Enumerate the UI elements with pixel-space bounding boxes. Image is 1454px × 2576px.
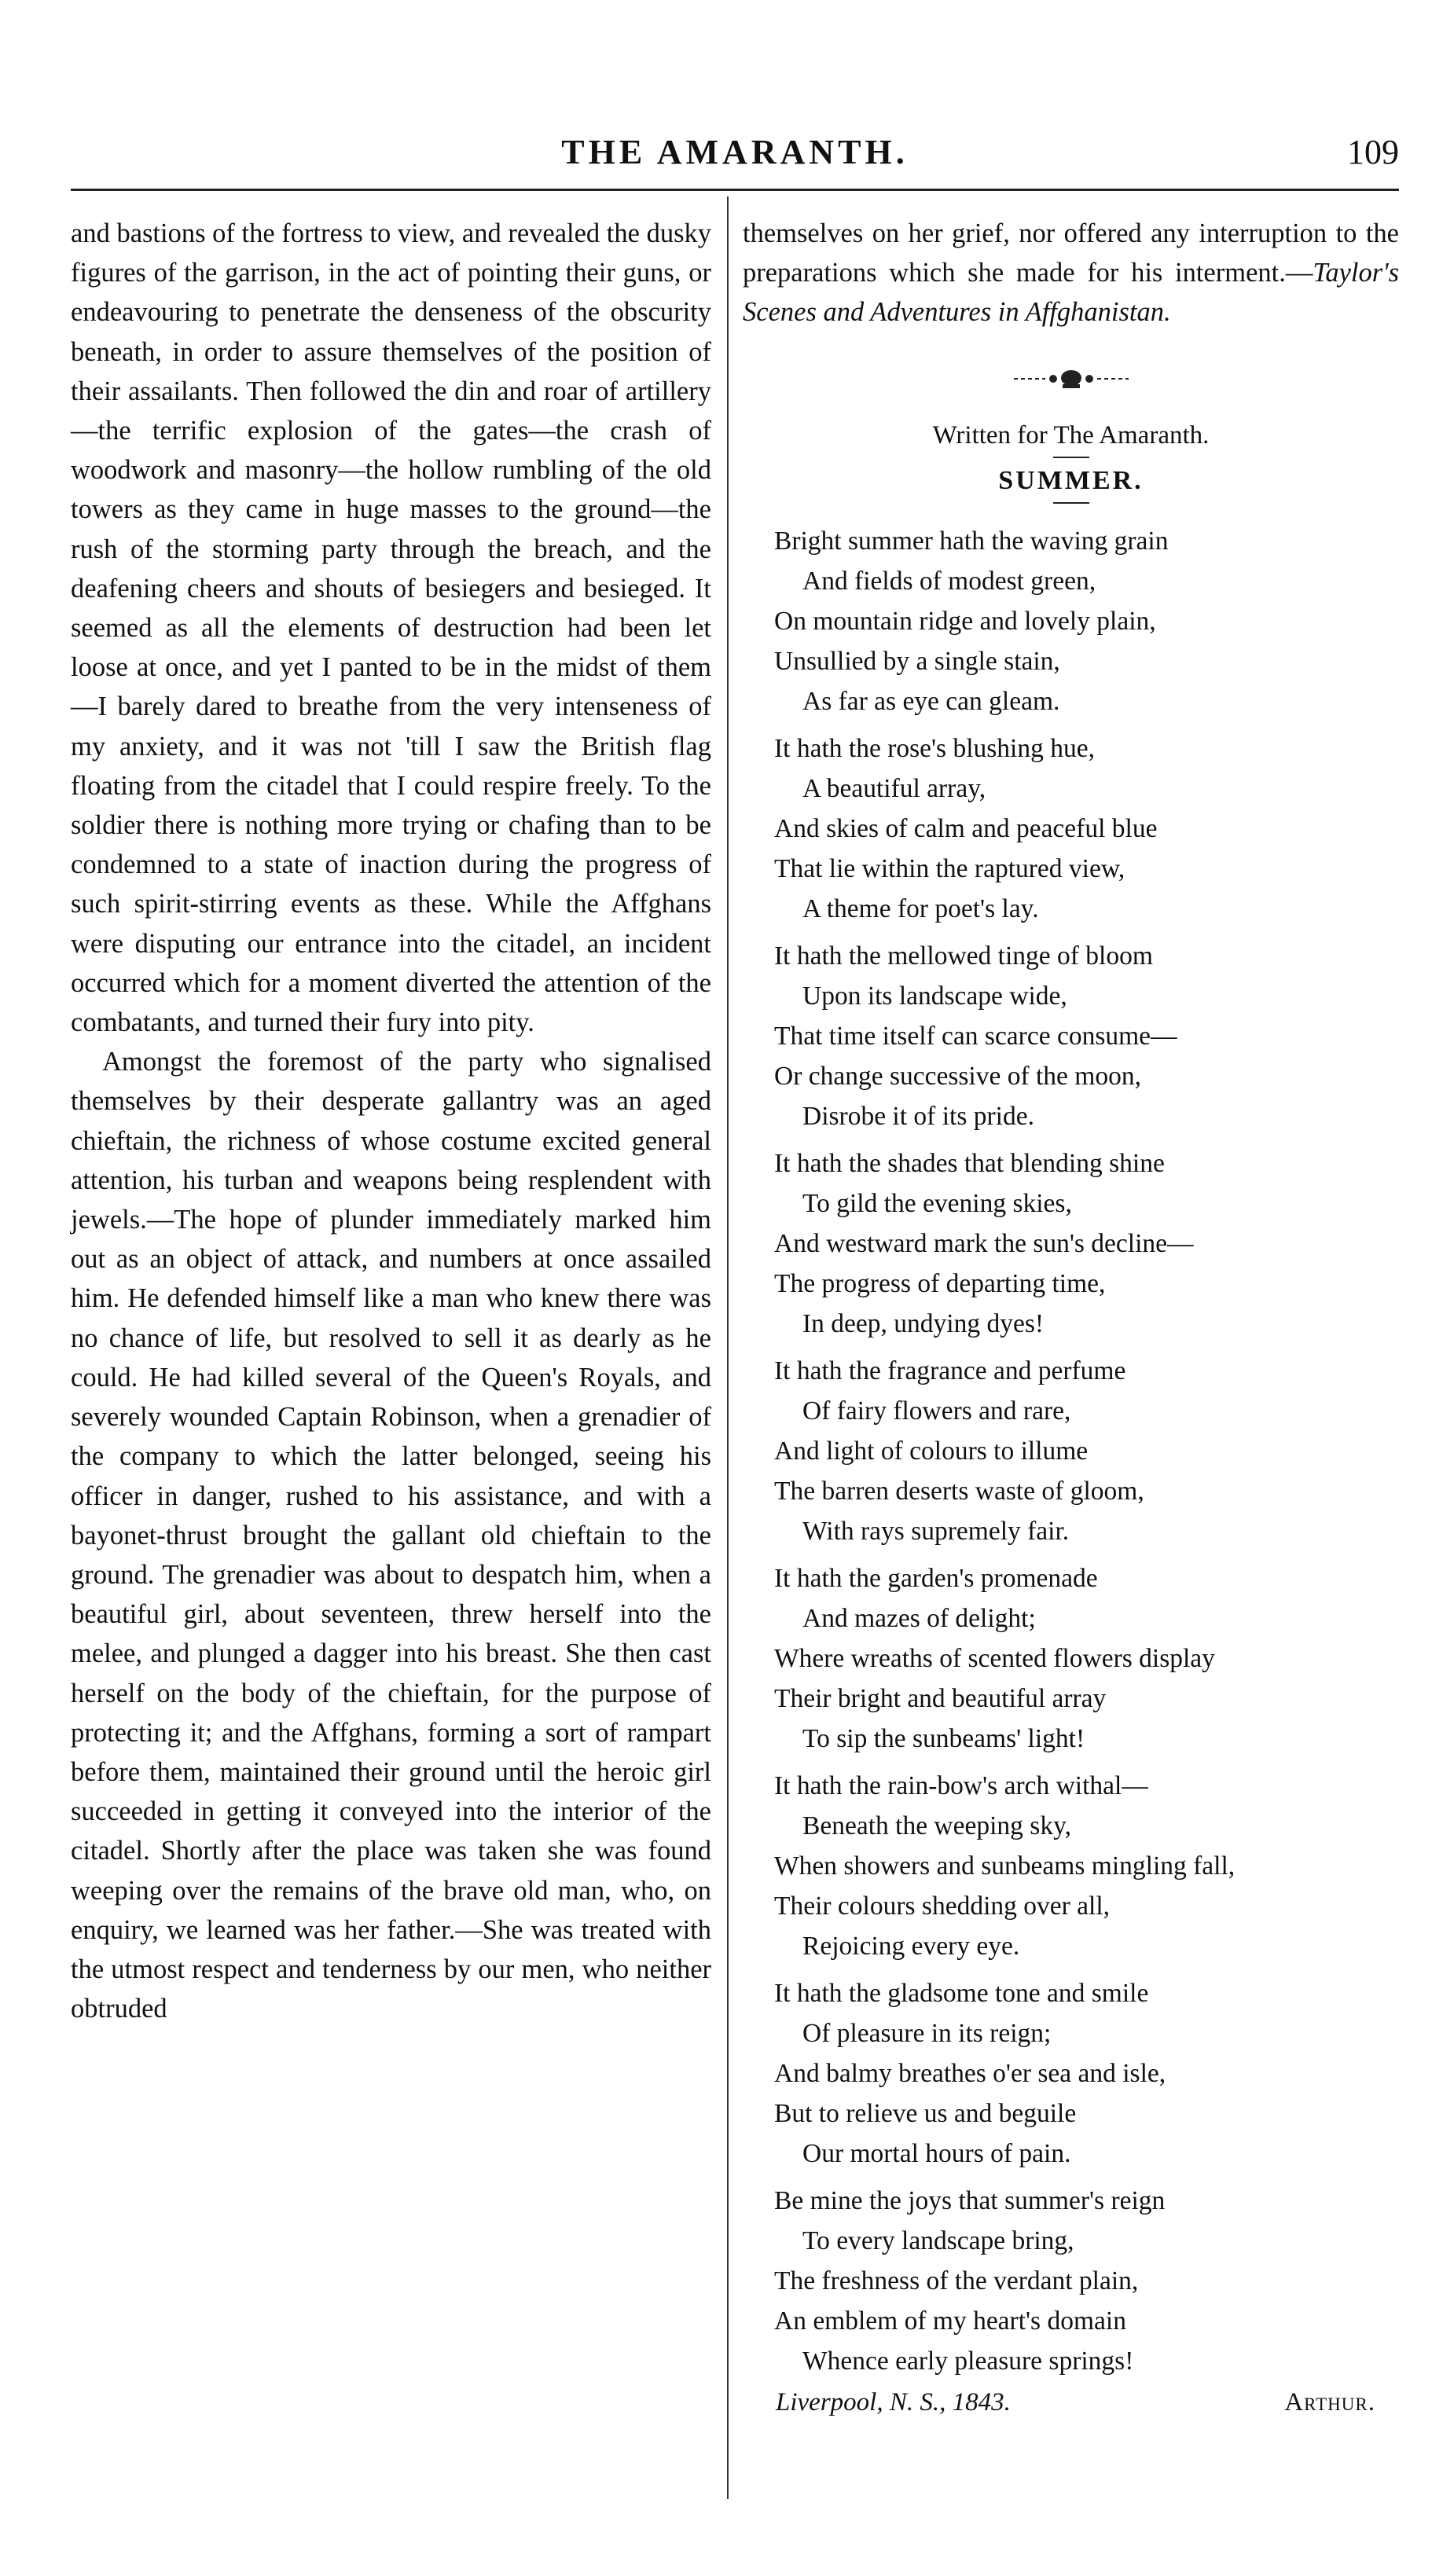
poem-line: Our mortal hours of pain. xyxy=(802,2139,1071,2168)
ornament-divider xyxy=(743,363,1399,394)
poem-line: It hath the rose's blushing hue, xyxy=(774,734,1095,763)
poem-line: To gild the evening skies, xyxy=(802,1189,1072,1218)
header-rule xyxy=(71,189,1399,191)
poem-body xyxy=(743,521,1399,2428)
poem-line: To sip the sunbeams' light! xyxy=(802,1724,1085,1753)
left-column xyxy=(71,214,711,2028)
page-number: 109 xyxy=(1347,133,1399,171)
short-rule-bottom xyxy=(1053,502,1089,504)
poem-line: Unsullied by a single stain, xyxy=(774,647,1060,676)
poem-line: It hath the garden's promenade xyxy=(774,1564,1098,1593)
poem-line: It hath the gladsome tone and smile xyxy=(774,1979,1149,2008)
signature-place: Liverpool, N. S., 1843. xyxy=(776,2388,1011,2416)
poem-line: The barren deserts waste of gloom, xyxy=(774,1477,1144,1506)
poem-line: And light of colours to illume xyxy=(774,1437,1089,1466)
poem-line: With rays supremely fair. xyxy=(802,1517,1070,1546)
poem-stanza xyxy=(743,2181,1399,2381)
poem-line: Bright summer hath the waving grain xyxy=(774,527,1169,556)
poem-line: When showers and sunbeams mingling fall, xyxy=(774,1851,1236,1881)
poem-line: In deep, undying dyes! xyxy=(802,1309,1045,1338)
poem-stanza xyxy=(743,1766,1399,1966)
poem-line: Rejoicing every eye. xyxy=(802,1932,1020,1961)
poem-line: Of pleasure in its reign; xyxy=(802,2019,1052,2048)
poem-line: On mountain ridge and lovely plain, xyxy=(774,607,1156,636)
poem-stanza xyxy=(743,521,1399,721)
written-for-note: Written for The Amaranth. xyxy=(932,421,1210,450)
poem-stanza xyxy=(743,1143,1399,1344)
right-column xyxy=(743,214,1399,2428)
poem-signature xyxy=(743,2388,1399,2428)
poem-line: To every landscape bring, xyxy=(802,2226,1074,2255)
poem-line: It hath the fragrance and perfume xyxy=(774,1356,1126,1385)
poem-line: And westward mark the sun's decline— xyxy=(774,1229,1194,1258)
poem-line: A beautiful array, xyxy=(802,774,986,803)
poem-title: SUMMER. xyxy=(998,466,1144,495)
poem-line: Disrobe it of its pride. xyxy=(802,1102,1034,1131)
poem-line: Of fairy flowers and rare, xyxy=(802,1396,1071,1426)
ornament-icon xyxy=(1012,363,1130,394)
poem-line: The freshness of the verdant plain, xyxy=(774,2266,1139,2295)
poem-line: Beneath the weeping sky, xyxy=(802,1811,1072,1840)
page-header xyxy=(71,132,1399,179)
poem-line: And balmy breathes o'er sea and isle, xyxy=(774,2059,1166,2088)
article-paragraph-1: and bastions of the fortress to view, and revealed the dusky figures of the garrison, in the act of pointing their guns, or endeavouring to penetrate the denseness of the obscurity beneath, in order to assure themselves of the position of their assailants. Then followed the din and roar of artillery—the terrific explosion of the gates—the crash of woodwork and masonry—the hollow rumbling of the old towers as they came in huge masses to the ground—the rush of the storming party through the breach, and the deafening cheers and shouts of besiegers and besieged. It seemed as all the elements of destruction had been let loose at once, and yet I panted to be in the midst of them—I barely dared to breathe from the very intenseness of my anxiety, and it was not 'till I saw the British flag floating from the citadel that I could respire freely. To the soldier there is nothing more trying or chafing than to be condemned to a state of inaction during the progress of such spirit-stirring events as these. While the Affghans were disputing our entrance into the citadel, an incident occurred which for a moment diverted the attention of the combatants, and turned their fury into pity. xyxy=(71,218,711,1038)
poem-line: Where wreaths of scented flowers display xyxy=(774,1644,1215,1673)
source-byline: Taylor's Scenes and Adventures in Affghanistan. xyxy=(743,258,1399,327)
signature-author: Arthur. xyxy=(1284,2388,1375,2416)
poem-line: That time itself can scarce consume— xyxy=(774,1022,1177,1051)
poem-line: Their bright and beautiful array xyxy=(774,1684,1107,1713)
poem-line: Or change successive of the moon, xyxy=(774,1062,1141,1091)
continuation-text: themselves on her grief, nor offered any interruption to the preparations which she made for his interment.— xyxy=(743,218,1399,288)
poem-line: Whence early pleasure springs! xyxy=(802,2347,1134,2376)
article-continuation xyxy=(743,214,1399,332)
poem-stanza xyxy=(743,936,1399,1136)
poem-line: And fields of modest green, xyxy=(802,567,1096,596)
short-rule-top xyxy=(1053,457,1089,458)
poem-line: A theme for poet's lay. xyxy=(802,894,1039,923)
poem-line: As far as eye can gleam. xyxy=(802,687,1060,716)
poem-stanza xyxy=(743,1558,1399,1759)
journal-title: THE AMARANTH. xyxy=(561,133,909,171)
poem-stanza xyxy=(743,1973,1399,2174)
poem-line: It hath the shades that blending shine xyxy=(774,1149,1165,1178)
article-paragraph-2: Amongst the foremost of the party who signalised themselves by their desperate gallantry was an aged chieftain, the richness of whose costume excited general attention, his turban and weapons being resplendent with jewels.—The hope of plunder immediately marked him out as an object of attack, and numbers at once assailed him. He defended himself like a man who knew there was no chance of life, but resolved to sell it as dearly as he could. He had killed several of the Queen's Royals, and severely wounded Captain Robinson, when a grenadier of the company to which the latter belonged, seeing his officer in danger, rushed to his assistance, and with a bayonet-thrust brought the gallant old chieftain to the ground. The grenadier was about to despatch him, when a beautiful girl, about seventeen, threw herself into the melee, and plunged a dagger into his breast. She then cast herself on the body of the chieftain, for the purpose of protecting it; and the Affghans, forming a sort of rampart before them, maintained their ground until the heroic girl succeeded in getting it conveyed into the interior of the citadel. Shortly after the place was taken she was found weeping over the remains of the brave old man, who, on enquiry, we learned was her father.—She was treated with the utmost respect and tenderness by our men, who neither obtruded xyxy=(71,1047,711,2024)
poem-line: That lie within the raptured view, xyxy=(774,854,1125,883)
poem-stanza xyxy=(743,728,1399,929)
poem-line: Their colours shedding over all, xyxy=(774,1892,1111,1921)
poem-line: The progress of departing time, xyxy=(774,1269,1106,1298)
poem-line: Be mine the joys that summer's reign xyxy=(774,2186,1166,2215)
poem-line: But to relieve us and beguile xyxy=(774,2099,1077,2128)
column-divider xyxy=(727,196,729,2499)
poem-stanza xyxy=(743,1351,1399,1551)
poem-line: And mazes of delight; xyxy=(802,1604,1036,1633)
poem-line: An emblem of my heart's domain xyxy=(774,2306,1126,2336)
poem-line: Upon its landscape wide, xyxy=(802,982,1067,1011)
poem-line: It hath the rain-bow's arch withal— xyxy=(774,1771,1148,1800)
poem-line: It hath the mellowed tinge of bloom xyxy=(774,941,1153,971)
poem-line: And skies of calm and peaceful blue xyxy=(774,814,1158,843)
